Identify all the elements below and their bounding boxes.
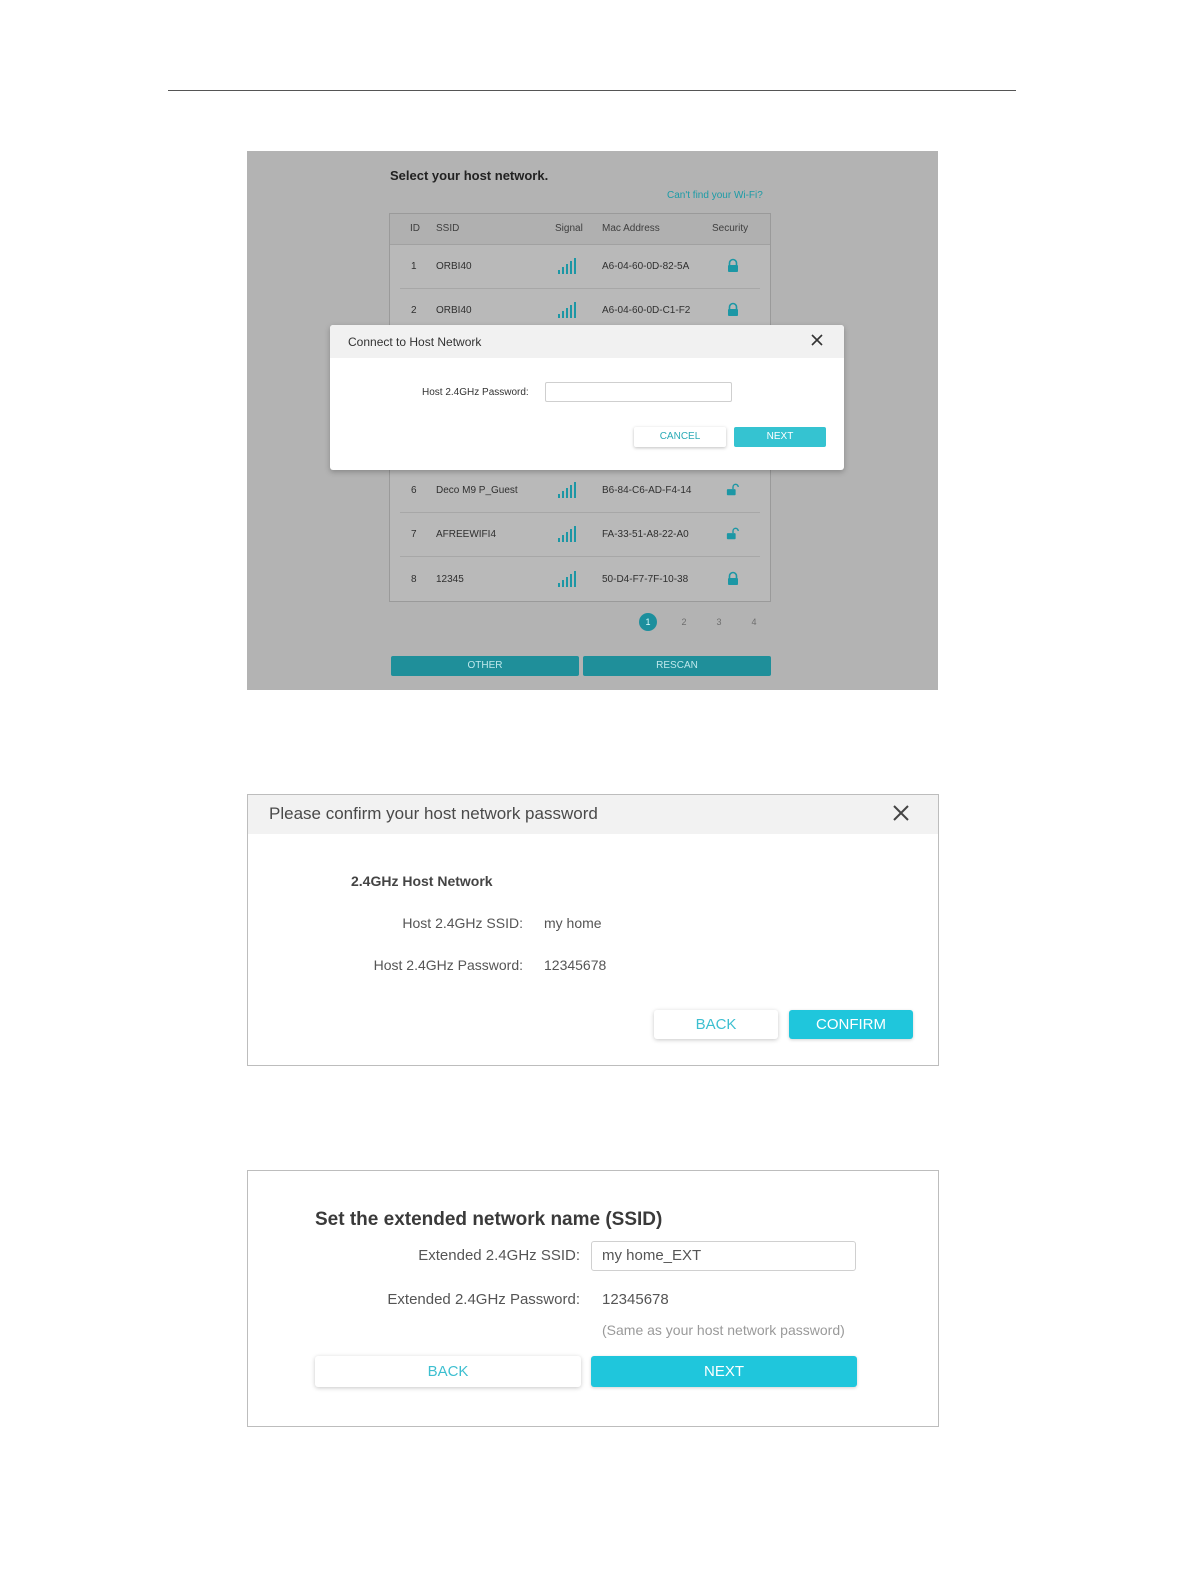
next-button[interactable]: NEXT xyxy=(734,427,826,447)
password-label: Host 2.4GHz Password: xyxy=(373,957,523,973)
header-security: Security xyxy=(712,223,749,234)
dialog-header xyxy=(330,325,844,358)
row-mac: FA-33-51-A8-22-A0 xyxy=(602,529,689,540)
close-icon[interactable] xyxy=(890,802,912,824)
signal-strength-icon xyxy=(558,298,582,318)
lock-closed-icon xyxy=(726,258,740,274)
signal-strength-icon xyxy=(558,567,582,587)
table-row[interactable] xyxy=(390,245,770,289)
extended-ssid-label: Extended 2.4GHz SSID: xyxy=(418,1247,580,1264)
table-row[interactable] xyxy=(390,469,770,513)
back-button[interactable]: BACK xyxy=(315,1356,581,1387)
row-mac: 50-D4-F7-7F-10-38 xyxy=(602,574,689,585)
row-mac: A6-04-60-0D-82-5A xyxy=(602,261,690,272)
back-button[interactable]: BACK xyxy=(654,1010,778,1039)
row-id: 6 xyxy=(411,485,417,496)
lock-open-icon xyxy=(726,482,740,498)
page-title: Select your host network. xyxy=(390,168,549,183)
close-icon[interactable] xyxy=(808,331,826,349)
dialog-title: Connect to Host Network xyxy=(348,335,482,349)
table-row[interactable] xyxy=(390,558,770,602)
row-ssid: 12345 xyxy=(436,574,464,585)
header-mac-address: Mac Address xyxy=(602,223,660,234)
rescan-button[interactable]: RESCAN xyxy=(583,656,771,676)
row-ssid: AFREEWIFI4 xyxy=(436,529,497,540)
row-ssid: Deco M9 P_Guest xyxy=(436,485,518,496)
page-2-button[interactable]: 2 xyxy=(681,617,687,627)
table-row[interactable] xyxy=(390,513,770,557)
other-button[interactable]: OTHER xyxy=(391,656,579,676)
ssid-label: Host 2.4GHz SSID: xyxy=(402,915,523,931)
header-ssid: SSID xyxy=(436,223,460,234)
password-hint: (Same as your host network password) xyxy=(602,1322,845,1338)
row-mac: A6-04-60-0D-C1-F2 xyxy=(602,305,691,316)
header-id: ID xyxy=(410,223,420,234)
extended-network-screen xyxy=(247,1170,939,1427)
dialog-header xyxy=(248,795,938,834)
signal-strength-icon xyxy=(558,478,582,498)
signal-strength-icon xyxy=(558,522,582,542)
connect-host-network-dialog xyxy=(330,325,844,470)
password-value: 12345678 xyxy=(544,957,607,973)
cancel-button[interactable]: CANCEL xyxy=(634,427,726,447)
table-header xyxy=(390,214,770,245)
confirm-password-dialog xyxy=(247,794,939,1066)
section-title: 2.4GHz Host Network xyxy=(351,873,493,889)
password-input[interactable] xyxy=(545,382,732,402)
page-3-button[interactable]: 3 xyxy=(716,617,722,627)
next-button[interactable]: NEXT xyxy=(591,1356,857,1387)
row-id: 8 xyxy=(411,574,417,585)
page-1-button[interactable]: 1 xyxy=(639,613,657,631)
row-mac: B6-84-C6-AD-F4-14 xyxy=(602,485,692,496)
cant-find-wifi-link[interactable]: Can't find your Wi-Fi? xyxy=(667,190,763,201)
row-id: 2 xyxy=(411,305,417,316)
row-id: 7 xyxy=(411,529,417,540)
row-id: 1 xyxy=(411,261,417,272)
host-network-selection-screen xyxy=(247,151,938,690)
dialog-title: Please confirm your host network password xyxy=(269,804,598,823)
row-divider xyxy=(400,556,760,557)
header-signal: Signal xyxy=(555,223,583,234)
page-4-button[interactable]: 4 xyxy=(751,617,757,627)
page-title: Set the extended network name (SSID) xyxy=(315,1209,663,1230)
confirm-button[interactable]: CONFIRM xyxy=(789,1010,913,1039)
lock-closed-icon xyxy=(726,302,740,318)
row-ssid: ORBI40 xyxy=(436,305,472,316)
ssid-value: my home xyxy=(544,915,602,931)
extended-password-value: 12345678 xyxy=(602,1291,669,1308)
row-ssid: ORBI40 xyxy=(436,261,472,272)
lock-closed-icon xyxy=(726,571,740,587)
extended-ssid-input[interactable]: my home_EXT xyxy=(591,1241,856,1271)
lock-open-icon xyxy=(726,526,740,542)
extended-password-label: Extended 2.4GHz Password: xyxy=(387,1291,580,1308)
signal-strength-icon xyxy=(558,254,582,274)
page-top-rule xyxy=(168,90,1016,91)
password-label: Host 2.4GHz Password: xyxy=(422,387,529,398)
